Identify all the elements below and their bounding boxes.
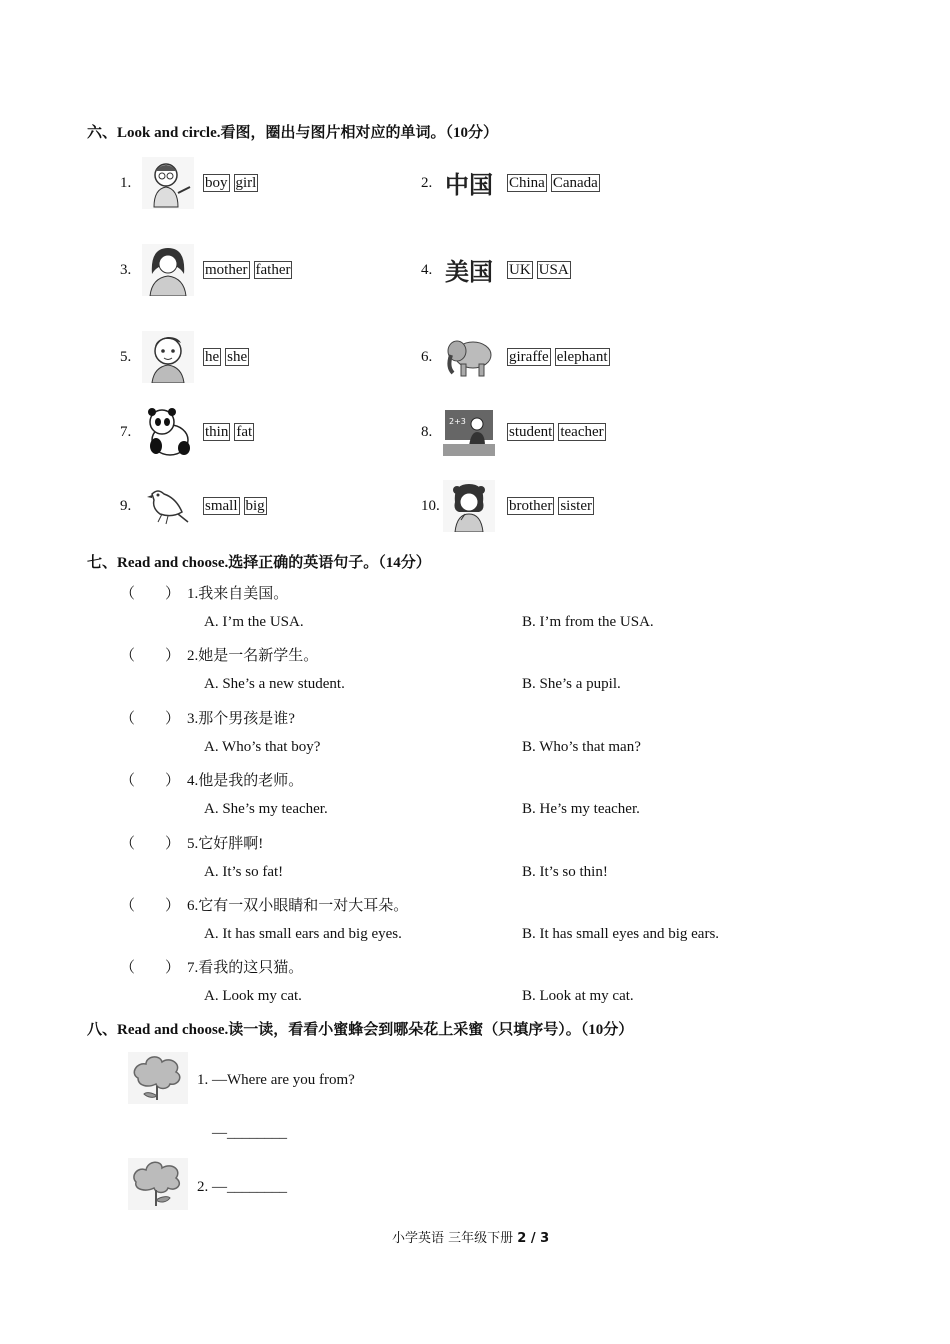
item-number: 7. [120,424,132,440]
word-choice[interactable]: big [245,498,265,514]
option-b: B. He’s my teacher. [522,801,640,818]
option-b: B. It has small eyes and big ears. [522,926,720,942]
word-choice[interactable]: thin [205,424,229,440]
word-options [203,174,262,192]
teacher-blackboard-icon [443,406,495,458]
question-text: 6.它有一双小眼睛和一对大耳朵。 [187,898,409,914]
item-number: 9. [120,498,132,514]
question-text: 7.看我的这只猫。 [187,960,304,977]
word-options [507,497,598,515]
word-options [507,348,614,366]
word-choice[interactable]: teacher [560,424,604,440]
question-text: 5.它好胖啊! [187,835,264,852]
flower-icon [128,1158,188,1210]
bird-icon [142,480,194,532]
section-7-heading: 七、Read and choose.选择正确的英语句子。（14分） [87,555,431,571]
word-choice[interactable]: USA [538,262,569,278]
option-a: A. Look my cat. [204,988,302,1005]
section-6-heading: 六、Look and circle.看图，圈出与图片相对应的单词。（10分） [87,125,498,141]
word-choice[interactable]: father [255,262,291,278]
question-text: 4.他是我的老师。 [187,773,304,790]
answer-paren[interactable]: （ ） [120,773,181,790]
section-8-heading: 八、Read and choose.读一读，看看小蜜蜂会到哪朵花上采蜜（只填序号）。（10分） [87,1022,634,1038]
word-options [203,348,253,366]
option-a: A. It has small ears and big eyes. [204,926,402,942]
item-number: 6. [421,349,433,365]
elephant-icon [443,331,495,383]
page-footer [392,1227,549,1246]
item-number: 1. [120,175,132,191]
option-b: B. I’m from the USA. [522,614,654,630]
word-choice[interactable]: she [227,349,248,365]
question-text: 2.她是一名新学生。 [187,648,319,665]
svg-text:美国: 美国 [445,258,493,286]
word-options [203,497,271,515]
word-options [203,261,296,279]
word-options [507,174,604,192]
answer-paren[interactable]: （ ） [120,898,181,914]
word-choice[interactable]: boy [205,175,228,191]
question-text: 3.那个男孩是谁? [187,710,295,727]
meiguo-characters-icon [443,244,495,296]
word-options [203,423,258,441]
word-choice[interactable]: student [509,424,553,440]
option-b: B. She’s a pupil. [522,676,621,693]
word-options [507,261,575,279]
answer-paren[interactable]: （ ） [120,710,181,727]
woman-icon [142,244,194,296]
option-b: B. Look at my cat. [522,988,634,1005]
item-number: 3. [120,262,132,278]
zhongguo-characters-icon [443,157,495,209]
word-choice[interactable]: elephant [556,349,608,365]
svg-text:2+3: 2+3 [449,417,466,426]
word-choice[interactable]: girl [235,175,257,191]
word-choice[interactable]: sister [560,498,592,514]
word-choice[interactable]: China [509,175,545,191]
word-options [507,423,610,441]
word-choice[interactable]: Canada [552,175,598,191]
svg-text:中国: 中国 [445,171,493,199]
word-choice[interactable]: brother [509,498,553,514]
option-a: A. Who’s that boy? [204,738,321,755]
word-choice[interactable]: small [205,498,238,514]
boy-with-glasses-icon [142,157,194,209]
item-number: 8. [421,424,433,440]
footer-label: 小学英语 三年级下册 [392,1231,514,1246]
answer-paren[interactable]: （ ） [120,648,181,665]
panda-icon [142,406,194,458]
option-a: A. It’s so fat! [204,863,284,880]
item-number: 5. [120,349,132,365]
option-a: A. She’s my teacher. [204,801,328,818]
answer-paren[interactable]: （ ） [120,586,181,602]
word-choice[interactable]: fat [236,424,253,440]
flower-icon [128,1052,188,1104]
girl-icon [443,480,495,532]
boy-icon [142,331,194,383]
section-8-answer-blank-1[interactable]: —________ [212,1125,287,1141]
section-8-item-2[interactable]: 2. —________ [197,1179,287,1195]
item-number: 10. [421,498,440,514]
option-a: A. She’s a new student. [204,676,345,693]
item-number: 2. [421,175,433,191]
word-choice[interactable]: he [205,349,220,365]
answer-paren[interactable]: （ ） [120,960,181,977]
word-choice[interactable]: giraffe [509,349,549,365]
option-b: B. Who’s that man? [522,738,641,755]
word-choice[interactable]: UK [509,262,531,278]
option-b: B. It’s so thin! [522,863,608,880]
option-a: A. I’m the USA. [204,614,304,630]
page-number: 2 / 3 [517,1231,550,1246]
item-number: 4. [421,262,433,278]
section-8-item-1: 1. —Where are you from? [197,1072,355,1088]
word-choice[interactable]: mother [205,262,248,278]
question-text: 1.我来自美国。 [187,586,289,602]
answer-paren[interactable]: （ ） [120,835,181,852]
